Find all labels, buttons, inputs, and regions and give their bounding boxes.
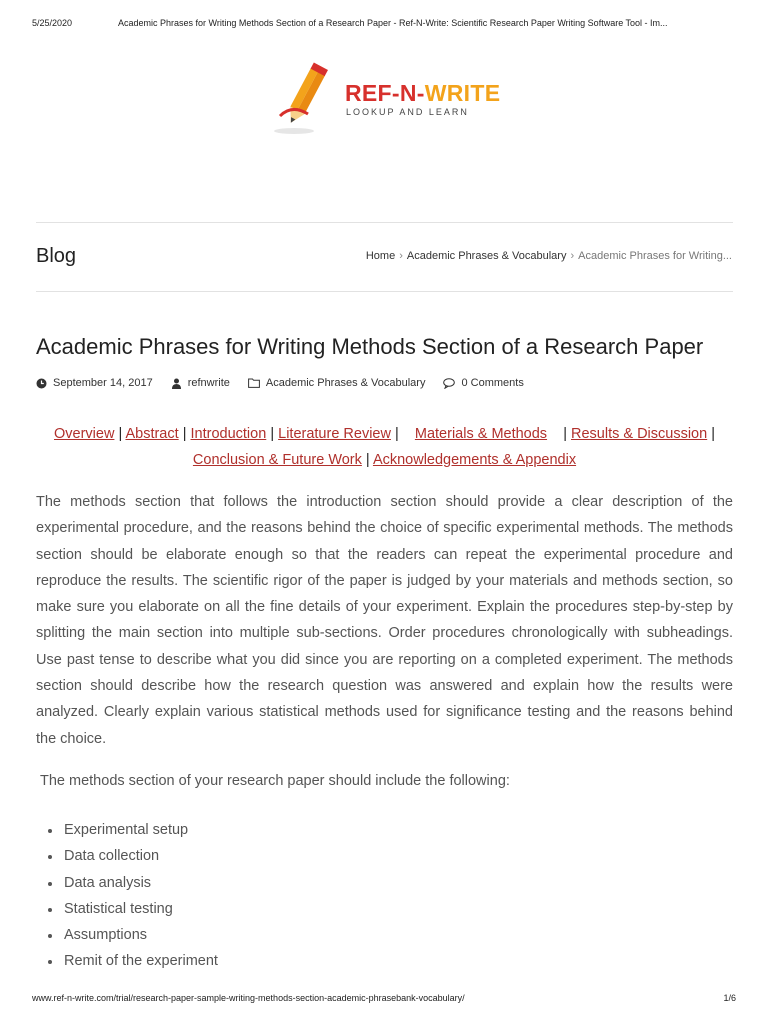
toc-link-overview[interactable]: Overview: [53, 426, 115, 442]
methods-list: [48, 817, 218, 975]
toc-link-abstract[interactable]: Abstract: [125, 426, 179, 442]
print-page-title: Academic Phrases for Writing Methods Section of a Research Paper - Ref-N-Write: Scientific Research Paper Writing Software Tool - Im...: [118, 18, 668, 28]
divider: [36, 291, 733, 292]
toc-separator: |: [365, 452, 370, 468]
toc-link-materials-methods[interactable]: Materials & Methods: [414, 426, 548, 442]
breadcrumb-home[interactable]: Home: [365, 250, 396, 262]
toc-link-literature-review[interactable]: Literature Review: [278, 426, 391, 442]
toc-separator: |: [563, 426, 567, 442]
toc-link-acknowledgements[interactable]: Acknowledgements & Appendix: [372, 452, 577, 468]
chevron-right-icon: ›: [399, 250, 403, 262]
toc-separator: |: [711, 426, 715, 442]
toc-link-results-discussion[interactable]: Results & Discussion: [571, 426, 708, 442]
list-item: Data analysis: [48, 870, 218, 896]
logo-tagline: LOOKUP AND LEARN: [346, 107, 469, 117]
toc-separator: |: [394, 426, 399, 442]
user-icon: [171, 378, 182, 389]
post-author[interactable]: refnwrite: [171, 377, 230, 389]
clock-icon: [36, 378, 47, 389]
breadcrumb-current: Academic Phrases for Writing...: [578, 250, 732, 262]
folder-icon: [248, 378, 260, 388]
post-title: Academic Phrases for Writing Methods Section of a Research Paper: [36, 334, 704, 359]
list-item: Remit of the experiment: [48, 948, 218, 974]
site-logo[interactable]: [272, 62, 512, 140]
logo-wordmark: REF-N-WRITE: [345, 80, 501, 106]
section-nav: [36, 421, 733, 473]
post-date: September 14, 2017: [36, 377, 153, 389]
toc-separator: |: [118, 426, 123, 442]
pencil-logo-icon: [272, 62, 344, 138]
list-intro: The methods section of your research paper should include the following:: [40, 773, 510, 789]
print-date: 5/25/2020: [32, 18, 73, 28]
breadcrumb-category[interactable]: Academic Phrases & Vocabulary: [406, 250, 567, 262]
comment-icon: [443, 378, 455, 389]
post-meta: [36, 377, 542, 389]
section-title: Blog: [36, 245, 77, 267]
toc-link-introduction[interactable]: Introduction: [190, 426, 267, 442]
list-item: Experimental setup: [48, 817, 218, 843]
chevron-right-icon: ›: [570, 250, 575, 262]
divider: [36, 222, 733, 223]
post-comments[interactable]: 0 Comments: [443, 377, 523, 389]
list-item: Data collection: [48, 843, 218, 869]
list-item: Assumptions: [48, 922, 218, 948]
post-category[interactable]: Academic Phrases & Vocabulary: [248, 377, 426, 389]
print-url: www.ref-n-write.com/trial/research-paper-sample-writing-methods-section-academic-phrasebank-vocabulary/: [32, 993, 465, 1003]
body-paragraph: The methods section that follows the introduction section should provide a clear description of the experimental procedure, and the reasons behind the choice of specific experimental methods. The methods section should be elaborate enough so that the readers can repeat the experimental procedure and reproduce the results. The scientific rigor of the paper is judged by your materials and methods section, so make sure you elaborate on all the fine details of your experiment. Explain the procedures step-by-step by splitting the main section into multiple sub-sections. Order procedures chronologically with subheadings. Use past tense to describe what you did since you are reporting on a completed experiment. The methods section should describe how the research question was answered and explain how the results were analyzed. Clearly explain various statistical methods used for significance testing and the reasons behind the choice.: [36, 494, 733, 747]
toc-link-conclusion[interactable]: Conclusion & Future Work: [192, 452, 362, 468]
list-item: Statistical testing: [48, 896, 218, 922]
toc-separator: |: [182, 426, 187, 442]
breadcrumb: [366, 250, 732, 262]
page-number: 1/6: [723, 993, 736, 1003]
toc-separator: |: [270, 426, 275, 442]
